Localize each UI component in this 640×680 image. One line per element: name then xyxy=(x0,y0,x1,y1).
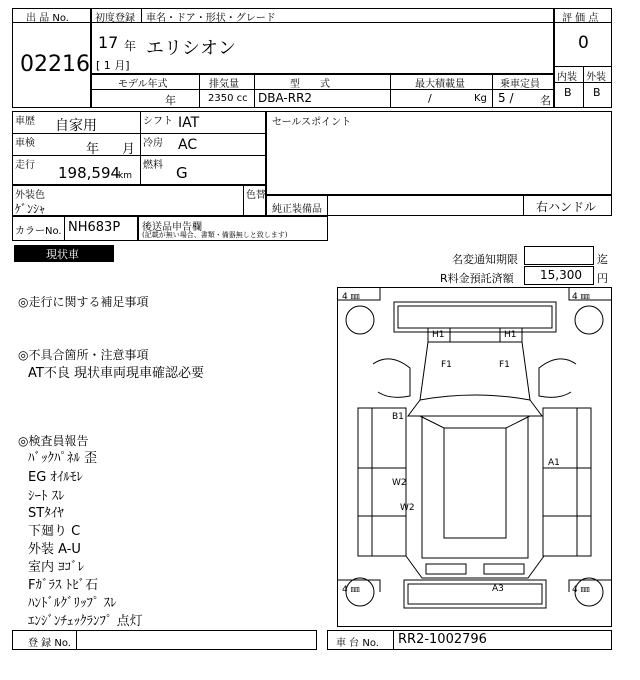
inspection-label: 車検 xyxy=(15,138,35,149)
tire-front-right xyxy=(575,306,603,334)
fuel: G xyxy=(176,164,188,182)
max-load-label: 最大積載量 xyxy=(415,79,465,90)
lot-number: 02216 xyxy=(20,52,90,77)
ac: AC xyxy=(178,137,198,153)
damage-mark-f1-left: F1 xyxy=(441,360,452,370)
model-label: 型 式 xyxy=(290,79,330,90)
model-year-label: モデル年式 xyxy=(118,79,168,90)
reg-no-label: 登 録 No. xyxy=(28,638,71,649)
fuel-label: 燃料 xyxy=(143,160,163,171)
ext-color-label: 外装色 xyxy=(15,190,45,201)
tire-label-front-left: 4 ㎜ xyxy=(342,292,360,302)
first-reg-month: [ 1 月] xyxy=(96,59,130,72)
inspector-item: 室内 ﾖｺﾞﾚ xyxy=(28,560,85,575)
capacity-label: 乗車定員 xyxy=(500,79,540,90)
inspection-month-unit: 月 xyxy=(122,142,136,157)
exterior-grade: B xyxy=(593,86,601,99)
current-car-badge-text: 現状車 xyxy=(46,248,79,261)
model-year-unit: 年 xyxy=(165,94,176,107)
color-no-label: カラーNo. xyxy=(15,226,62,237)
driving-heading: ◎走行に関する補足事項 xyxy=(18,295,149,309)
capacity-unit: 名 xyxy=(540,94,551,107)
steering: 右ハンドル xyxy=(536,200,597,214)
capacity: 5 / xyxy=(498,91,514,105)
inspector-item: ﾊﾞｯｸﾊﾟﾈﾙ 歪 xyxy=(28,451,98,466)
inspection-year-unit: 年 xyxy=(86,142,100,157)
post-doc-label: 後送品申告欄 xyxy=(142,222,202,233)
inspector-item: STﾀｲﾔ xyxy=(28,506,64,521)
displacement: 2350 cc xyxy=(208,93,248,104)
tire-front-left xyxy=(346,306,374,334)
color-no: NH683P xyxy=(68,220,121,235)
sales-point-label: セールスポイント xyxy=(272,117,352,128)
defects-heading: ◎不具合箇所・注意事項 xyxy=(18,348,149,362)
color-change-label: 色替 xyxy=(246,190,266,201)
name-change-unit: 迄 xyxy=(597,253,608,266)
ext-color-box xyxy=(12,185,266,216)
details-box xyxy=(12,111,266,185)
max-load-slash: / xyxy=(428,92,432,105)
interior-label: 内装 xyxy=(557,72,577,83)
model: DBA-RR2 xyxy=(258,91,313,105)
damage-mark-w2-upper: W2 xyxy=(392,478,407,488)
chassis-no: RR2-1002796 xyxy=(398,632,487,647)
recycle-unit: 円 xyxy=(597,272,608,285)
inspector-item: EG ｵｲﾙﾓﾚ xyxy=(28,470,83,485)
inspector-item: ｼｰﾄ ｽﾚ xyxy=(28,489,65,504)
recycle-amount: 15,300 xyxy=(540,268,582,282)
damage-map xyxy=(337,287,612,627)
first-reg-year: 17 xyxy=(98,33,119,52)
inspector-item: 外装 A-U xyxy=(28,542,81,557)
ext-color: ｹﾞﾝｼｬ xyxy=(15,202,46,216)
name-change-label: 名変通知期限 xyxy=(452,253,518,266)
inspector-item: 下廻り C xyxy=(28,524,81,539)
mileage-label: 走行 xyxy=(15,160,35,171)
history-label: 車歴 xyxy=(15,116,35,127)
chassis-label: 車 台 No. xyxy=(336,638,379,649)
tire-label-rear-left: 4 ㎜ xyxy=(342,585,360,595)
first-reg-label: 初度登録 xyxy=(95,13,135,24)
damage-mark-f1-right: F1 xyxy=(499,360,510,370)
car-diagram xyxy=(338,288,611,626)
max-load-unit: Kg xyxy=(474,93,487,104)
shift-label: シフト xyxy=(143,116,173,127)
mileage-unit: km xyxy=(118,171,132,181)
post-doc-note: (記載が無い場合、書類・備器無しと致します) xyxy=(142,231,288,239)
defects-text: AT不良 現状車両現車確認必要 xyxy=(28,366,204,381)
inspector-heading: ◎検査員報告 xyxy=(18,434,89,448)
damage-mark-a1: A1 xyxy=(548,458,560,468)
rating-value: 0 xyxy=(578,33,589,53)
damage-mark-w2-lower: W2 xyxy=(400,503,415,513)
damage-mark-a3: A3 xyxy=(492,584,504,594)
car-name-label: 車名・ドア・形状・グレード xyxy=(146,13,276,24)
history: 自家用 xyxy=(55,118,97,134)
recycle-label: R料金預託済額 xyxy=(440,272,514,285)
inspector-item: Fｶﾞﾗｽ ﾄﾋﾞ石 xyxy=(28,578,99,593)
interior-grade: B xyxy=(564,86,572,99)
tire-label-front-right: 4 ㎜ xyxy=(572,292,590,302)
inspector-item: ｴﾝｼﾞﾝﾁｪｯｸﾗﾝﾌﾟ 点灯 xyxy=(28,614,143,629)
tire-label-rear-right: 4 ㎜ xyxy=(572,585,590,595)
genuine-label: 純正装備品 xyxy=(272,204,322,215)
exterior-label: 外装 xyxy=(586,72,606,83)
mileage: 198,594 xyxy=(58,164,121,182)
inspector-item: ﾊﾝﾄﾞﾙｸﾞﾘｯﾌﾟ ｽﾚ xyxy=(28,596,117,611)
year-unit: 年 xyxy=(124,39,137,53)
lot-label: 出 品 No. xyxy=(26,13,69,24)
ac-label: 冷房 xyxy=(143,138,163,149)
shift: IAT xyxy=(178,115,200,131)
displacement-label: 排気量 xyxy=(209,79,239,90)
damage-mark-h1-right: H1 xyxy=(504,330,517,340)
name-change-field xyxy=(524,246,594,265)
damage-mark-h1-left: H1 xyxy=(432,330,445,340)
rating-label: 評 価 点 xyxy=(562,13,599,24)
car-name: エリシオン xyxy=(146,38,236,59)
damage-mark-b1: B1 xyxy=(392,412,404,422)
